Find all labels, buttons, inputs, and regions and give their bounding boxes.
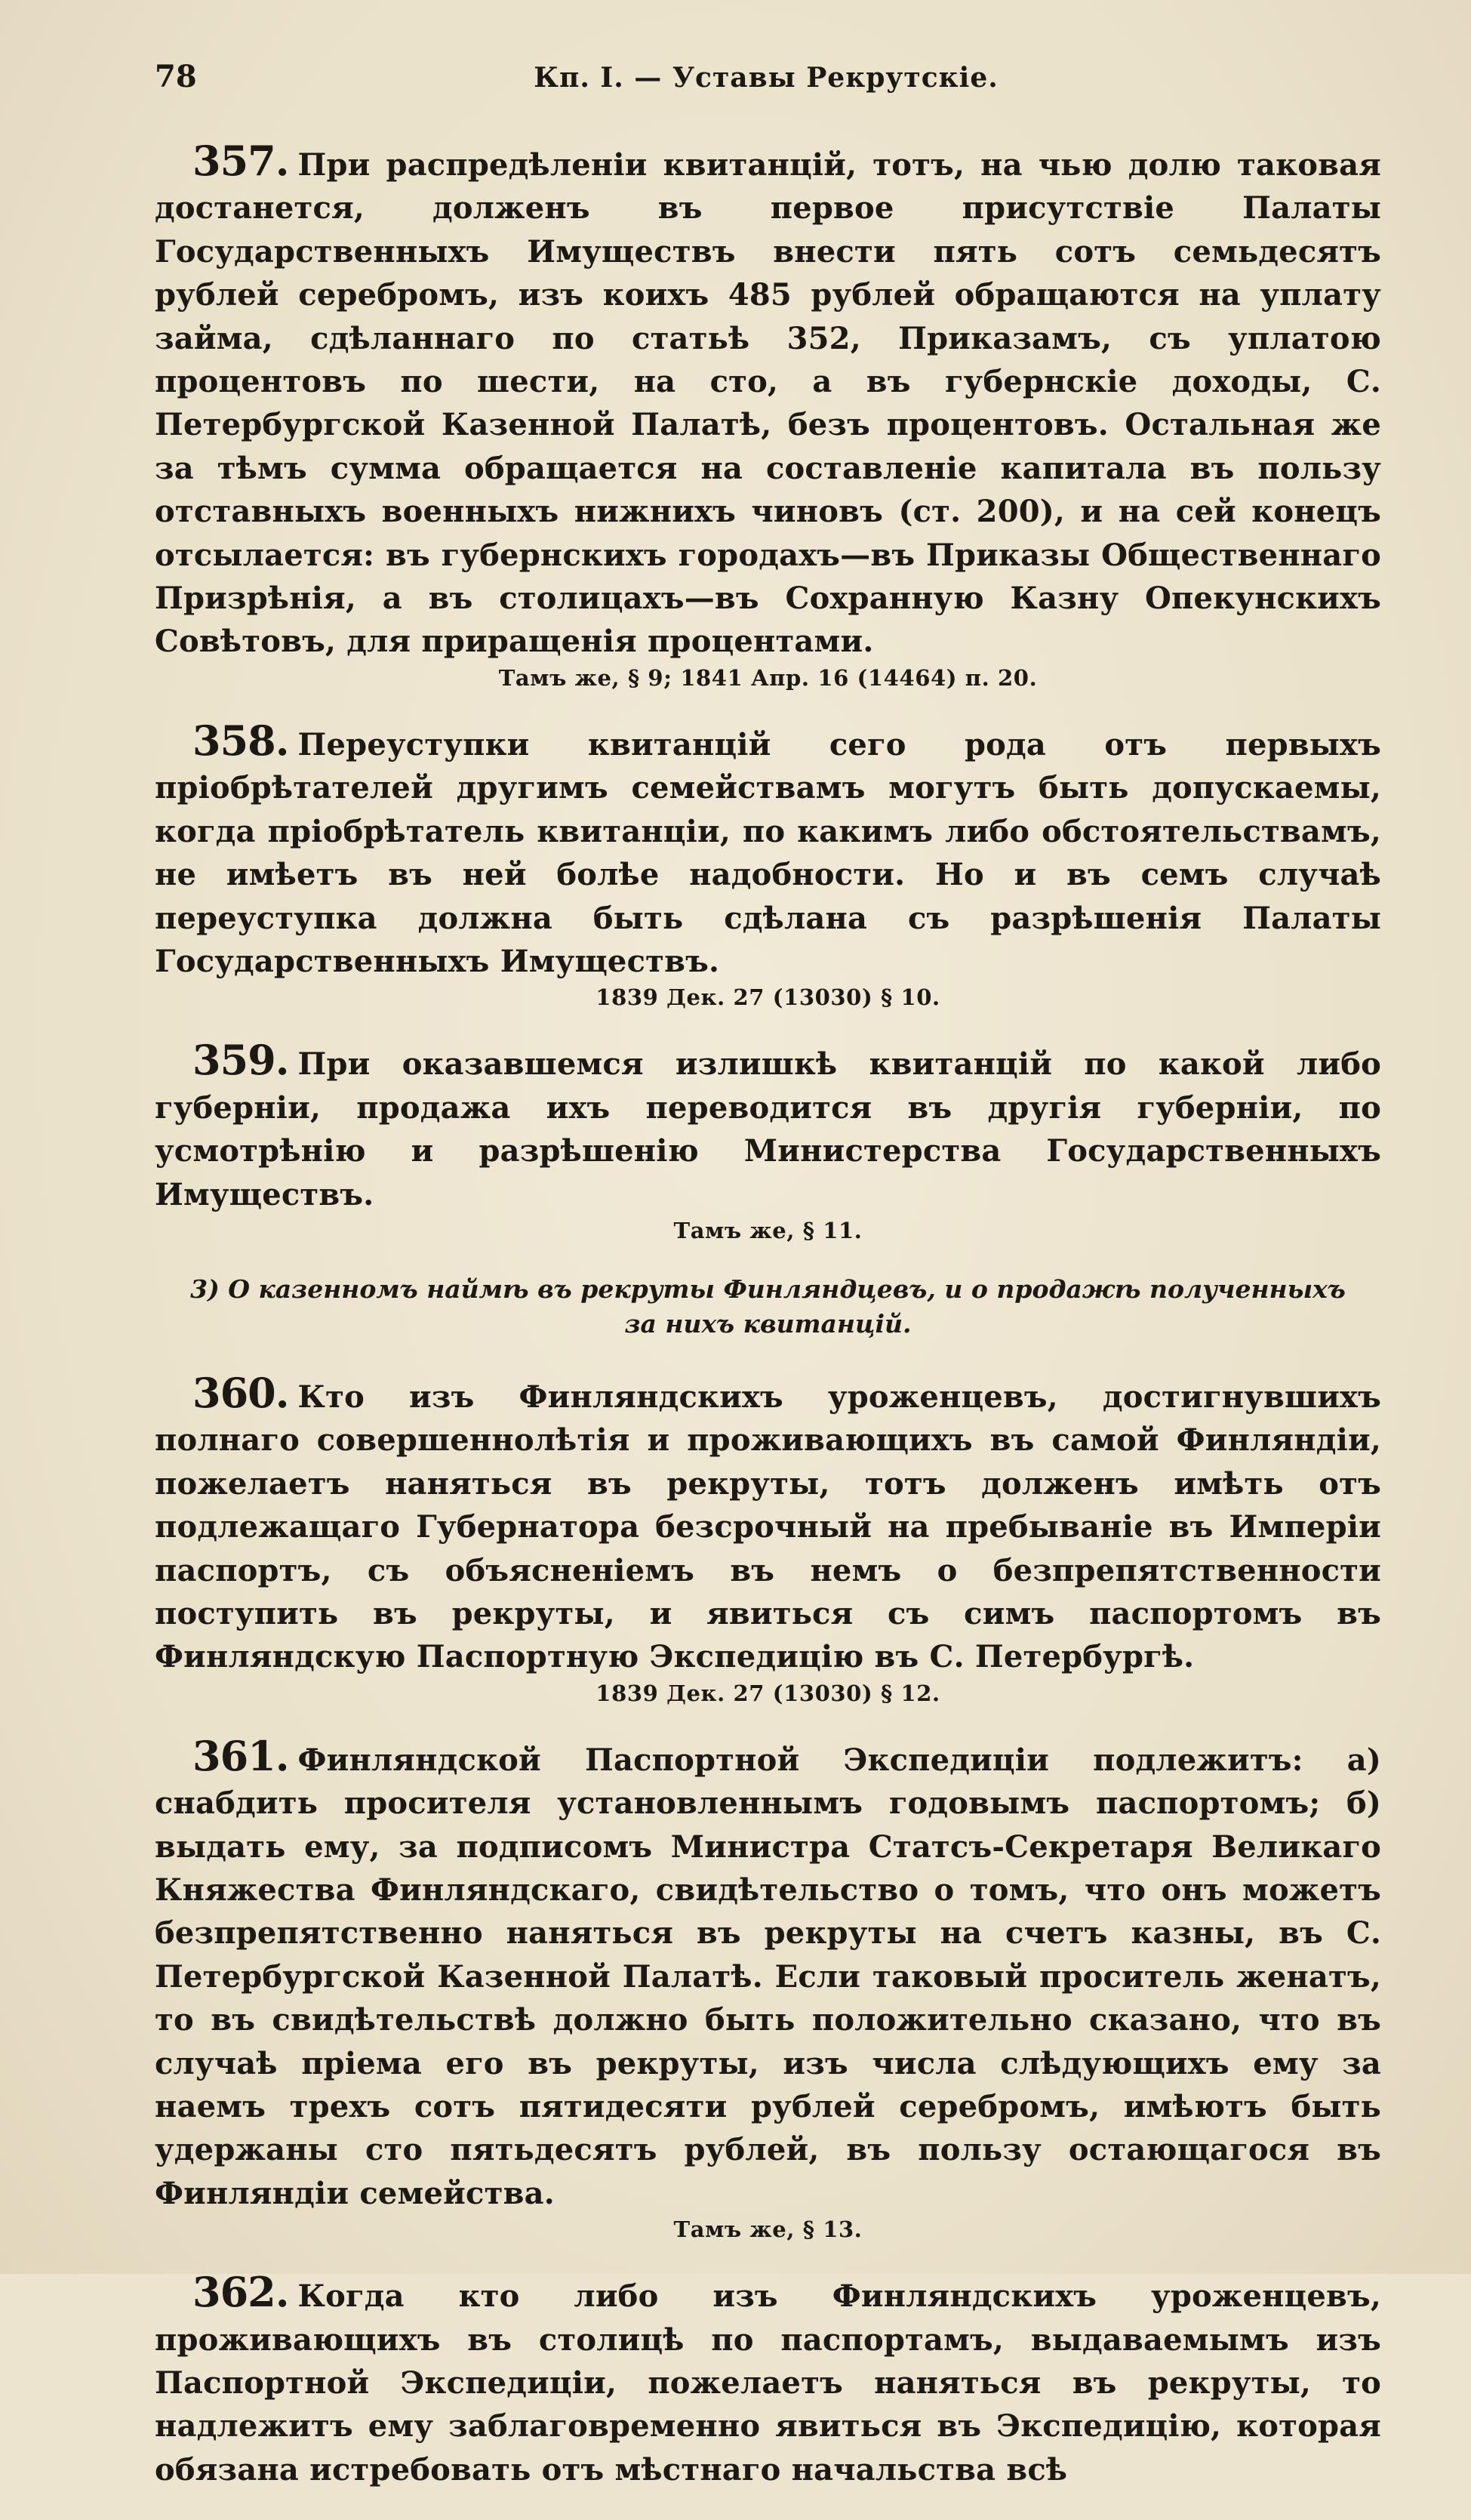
article-citation: Тамъ же, § 9; 1841 Апр. 16 (14464) п. 20. <box>498 664 1038 691</box>
article-paragraph <box>155 1036 1381 1216</box>
article-paragraph <box>155 2268 1381 2491</box>
article-body: Финляндской Паспортной Экспедиціи подлежитъ: а) снабдить просителя установленнымъ годовымъ паспортомъ; б) выдать ему, за подписомъ Министра Статсъ-Секретаря Великаго Княжества Финляндскаго, свидѣтельство о томъ, что онъ можетъ безпрепятственно наняться въ рекруты на счетъ казны, въ С. Петербургской Казенной Палатѣ. Если таковый проситель женатъ, то въ свидѣтельствѣ должно быть положительно сказано, что въ случаѣ пріема его въ рекруты, изъ числа слѣдующихъ ему за наемъ трехъ сотъ пятидесяти рублей серебромъ, имѣютъ быть удержаны сто пятьдесятъ рублей, въ пользу остающагося въ Финляндіи семейства. <box>155 1742 1381 2211</box>
article-number: 357. <box>192 137 289 185</box>
article-body: Переуступки квитанцій сего рода отъ первыхъ пріобрѣтателей другимъ семействамъ могутъ быть допускаемы, когда пріобрѣтатель квитанціи, по какимъ либо обстоятельствамъ, не имѣетъ въ ней болѣе надобности. Но и въ семъ случаѣ переуступка должна быть сдѣлана съ разрѣшенія Палаты Государственныхъ Имуществъ. <box>155 726 1381 979</box>
article-citation: Тамъ же, § 13. <box>673 2217 863 2243</box>
section-heading: 3) О казенномъ наймѣ въ рекруты Финляндцевъ, и о продажѣ полученныхъ за нихъ квитанцій. <box>190 1274 1346 1339</box>
article-359 <box>155 1036 1381 1243</box>
article-number: 361. <box>192 1731 289 1780</box>
article-paragraph <box>155 1731 1381 2215</box>
article-360 <box>155 1368 1381 1706</box>
article-number: 358. <box>192 716 289 765</box>
article-body: При распредѣленіи квитанцій, тотъ, на чью долю таковая достанется, долженъ въ первое присутствіе Палаты Государственныхъ Имуществъ внести пять сотъ семьдесятъ рублей серебромъ, изъ коихъ 485 рублей обращаются на уплату займа, сдѣланнаго по статьѣ 352, Приказамъ, съ уплатою процентовъ по шести, на сто, а въ губернскіе доходы, С. Петербургской Казенной Палатѣ, безъ процентовъ. Остальная же за тѣмъ сумма обращается на составленіе капитала въ пользу отставныхъ военныхъ нижнихъ чиновъ (ст. 200), и на сей конецъ отсылается: въ губернскихъ городахъ—въ Приказы Общественнаго Призрѣнія, а въ столицахъ—въ Сохранную Казну Опекунскихъ Совѣтовъ, для приращенія процентами. <box>155 147 1381 660</box>
article-body: Кто изъ Финляндскихъ уроженцевъ, достигнувшихъ полнаго совершеннолѣтія и проживающихъ въ самой Финляндіи, пожелаетъ наняться въ рекруты, тотъ долженъ имѣть отъ подлежащаго Губернатора безсрочный на пребываніе въ Имперіи паспортъ, съ объясненіемъ въ немъ о безпрепятственности поступить въ рекруты, и явиться съ симъ паспортомъ въ Финляндскую Паспортную Экспедицію въ С. Петербургѣ. <box>155 1379 1381 1675</box>
article-paragraph <box>155 1368 1381 1679</box>
article-citation: 1839 Дек. 27 (13030) § 12. <box>595 1680 940 1706</box>
article-357 <box>155 137 1381 691</box>
page-header <box>155 59 1377 104</box>
article-361 <box>155 1731 1381 2243</box>
article-number: 360. <box>192 1368 289 1417</box>
running-head: Кп. I. — Уставы Рекрутскіе. <box>534 62 999 94</box>
page-body <box>155 137 1381 2520</box>
article-358 <box>155 716 1381 1011</box>
article-citation: Тамъ же, § 11. <box>673 1217 863 1243</box>
article-body: При оказавшемся излишкѣ квитанцій по какой либо губерніи, продажа ихъ переводится въ другія губерніи, по усмотрѣнію и разрѣшенію Министерства Государственныхъ Имуществъ. <box>155 1046 1381 1212</box>
article-number: 359. <box>192 1036 289 1085</box>
article-paragraph <box>155 716 1381 983</box>
article-body: Когда кто либо изъ Финляндскихъ уроженцевъ, проживающихъ въ столицѣ по паспортамъ, выдаваемымъ изъ Паспортной Экспедиціи, пожелаетъ наняться въ рекруты, то надлежитъ ему заблаговременно явиться въ Экспедицію, которая обязана истребовать отъ мѣстнаго начальства всѣ <box>155 2278 1381 2488</box>
article-paragraph <box>155 137 1381 664</box>
article-362 <box>155 2268 1381 2491</box>
article-number: 362. <box>192 2268 289 2317</box>
article-citation: 1839 Дек. 27 (13030) § 10. <box>595 984 940 1011</box>
page-number: 78 <box>155 59 197 94</box>
